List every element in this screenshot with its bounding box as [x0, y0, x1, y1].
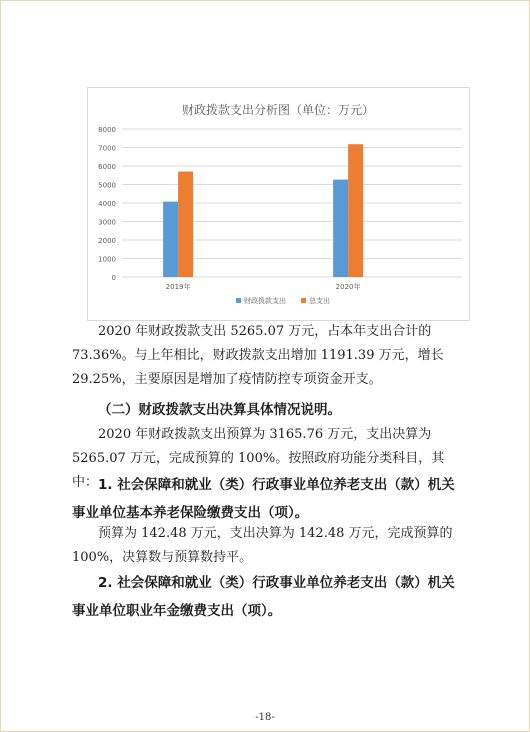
y-axis — [98, 126, 116, 282]
y-tick-label: 7000 — [98, 144, 116, 153]
paragraph-summary: 2020 年财政拨款支出 5265.07 万元，占本年支出合计的 73.36%。与上年相比，财政拨款支出增加 1191.39 万元，增长 29.25%，主要原因是增加了疫情防控专项资金开支。 — [72, 324, 444, 387]
y-tick-label: 2000 — [98, 237, 116, 245]
section-heading: （二）财政拨款支出决算具体情况说明。 — [98, 402, 341, 418]
legend-label: 总支出 — [309, 297, 330, 305]
bar-chart — [87, 87, 470, 321]
bar — [348, 144, 363, 277]
y-tick-label: 5000 — [98, 181, 116, 190]
paragraph-budget: 2020 年财政拨款支出预算为 3165.76 万元，支出决算为 5265.07 万元，完成预算的 100%。按照政府功能分类科目，其中： — [72, 427, 445, 490]
legend-swatch — [301, 298, 306, 303]
y-tick-label: 4000 — [98, 200, 116, 208]
page-number: -18- — [255, 712, 275, 723]
legend-swatch — [236, 298, 241, 303]
bar — [178, 172, 193, 277]
chart-svg — [88, 88, 469, 320]
x-tick-label: 2020年 — [335, 283, 361, 291]
x-axis — [166, 282, 361, 291]
chart-title: 财政拨款支出分析图（单位：万元） — [181, 103, 375, 117]
item-2-heading: 2. 社会保障和就业（类）行政事业单位养老支出（款）机关事业单位职业年金缴费支出（项）。 — [72, 575, 455, 619]
item-1-heading: 1. 社会保障和就业（类）行政事业单位养老支出（款）机关事业单位基本养老保险缴费支出（项）。 — [72, 477, 455, 521]
y-tick-label: 3000 — [98, 218, 116, 227]
y-tick-label: 1000 — [98, 255, 116, 264]
legend — [236, 296, 330, 305]
bars — [163, 144, 363, 277]
bar — [163, 202, 178, 277]
legend-label: 财政拨款支出 — [244, 297, 286, 305]
x-tick-label: 2019年 — [165, 283, 191, 291]
y-tick-label: 6000 — [98, 163, 116, 171]
y-tick-label: 8000 — [98, 126, 116, 134]
bar — [333, 180, 348, 277]
paragraph-item-1: 预算为 142.48 万元，支出决算为 142.48 万元，完成预算的 100%，决算数与预算数持平。 — [72, 526, 453, 565]
y-tick-label: 0 — [111, 274, 116, 282]
